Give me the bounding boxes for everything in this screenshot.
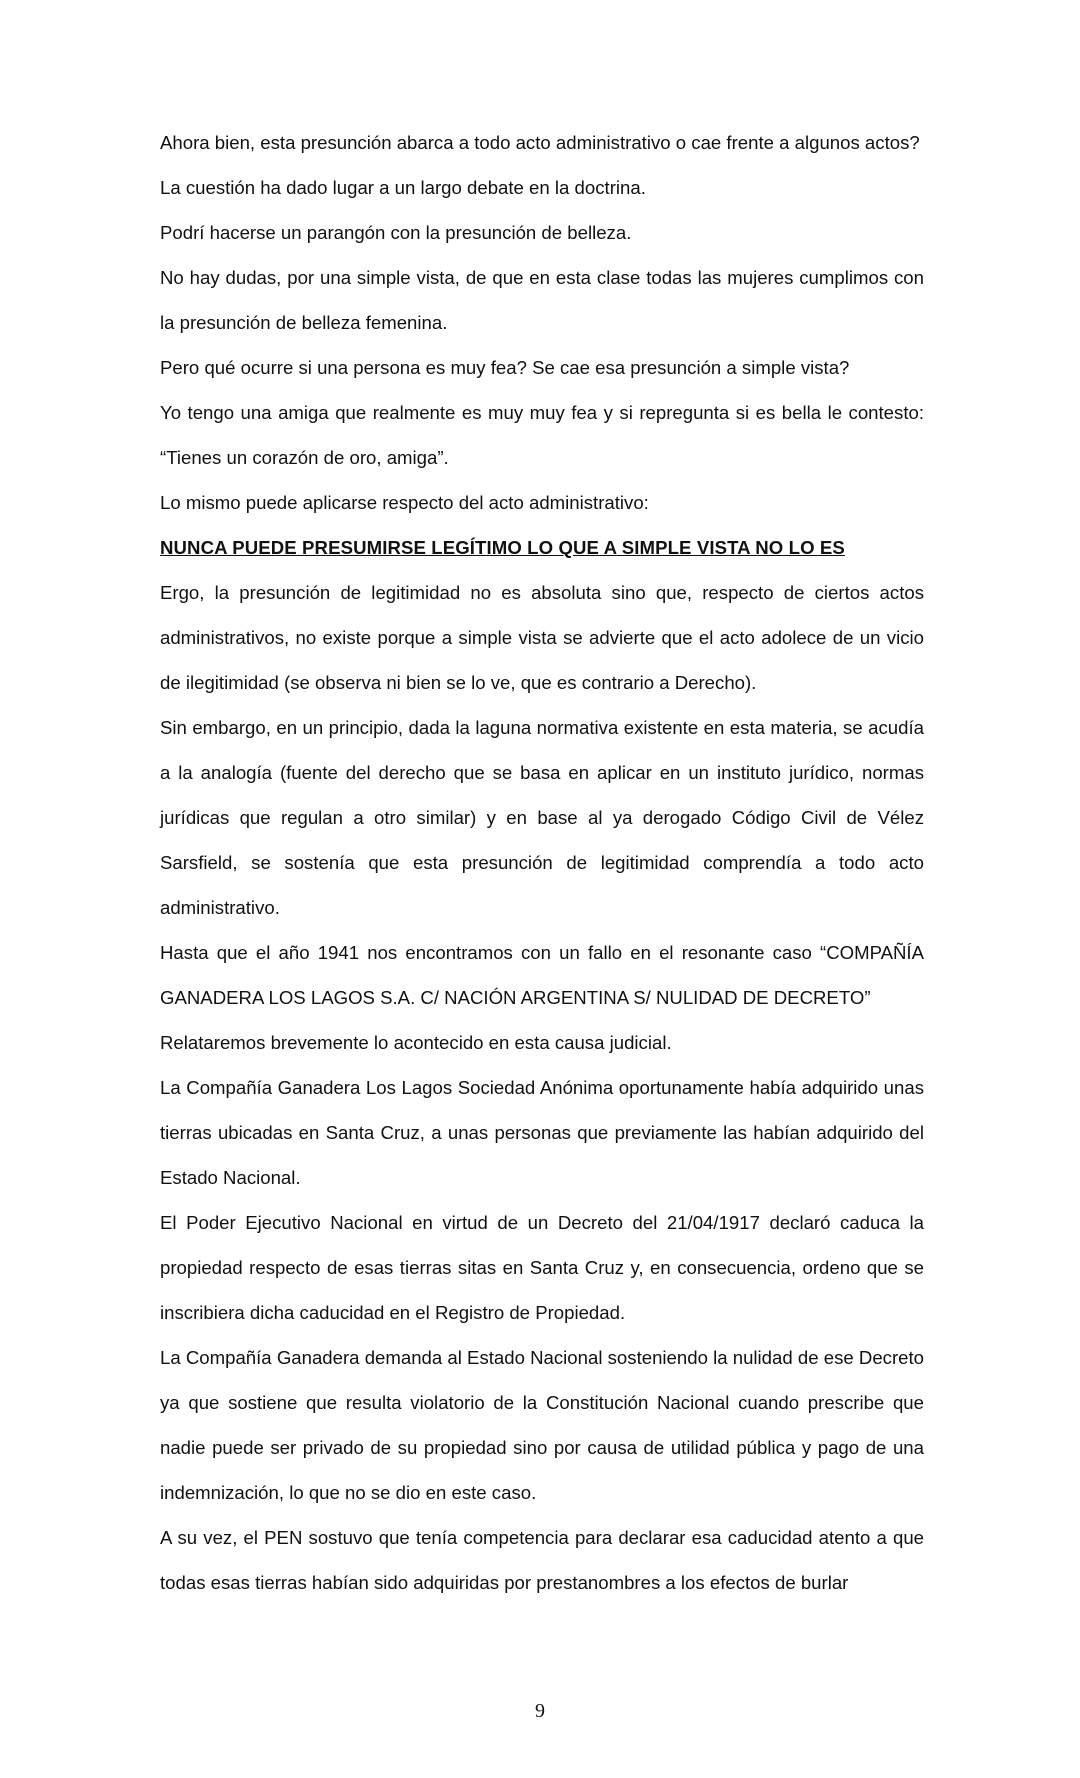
paragraph-beauty-comparison: Podrí hacerse un parangón con la presunción de belleza. [160,222,632,243]
paragraph-normative-gap: Sin embargo, en un principio, dada la laguna normativa existente en esta materia, se acudía a la analogía (fuente del derecho que se basa en aplicar en un instituto jurídico, normas jurídicas que regulan a otro similar) y en base al ya derogado Código Civil de Vélez Sarsfield, se sostenía que esta presunción de legitimidad comprendía a todo acto administrativo. [160,717,924,918]
paragraph-legitimacy-not-absolute: Ergo, la presunción de legitimidad no es absoluta sino que, respecto de ciertos actos administrativos, no existe porque a simple vista se advierte que el acto adolece de un vicio de ilegitimidad (se observa ni bien se lo ve, que es contrario a Derecho). [160,582,924,693]
paragraph-company-lawsuit: La Compañía Ganadera demanda al Estado Nacional sosteniendo la nulidad de ese Decreto ya que sostiene que resulta violatorio de la Constitución Nacional cuando prescribe que nadie puede ser privado de su propiedad sino por causa de utilidad pública y pago de una indemnización, lo que no se dio en este caso. [160,1347,924,1503]
document-body [160,120,924,1605]
paragraph-doctrine-debate: La cuestión ha dado lugar a un largo debate en la doctrina. [160,177,646,198]
paragraph-case-summary-intro: Relataremos brevemente lo acontecido en esta causa judicial. [160,1032,672,1053]
paragraph-company-lands: La Compañía Ganadera Los Lagos Sociedad Anónima oportunamente había adquirido unas tierras ubicadas en Santa Cruz, a unas personas que previamente las habían adquirido del Estado Nacional. [160,1077,924,1188]
page-number: 9 [535,1700,545,1722]
paragraph-pen-position: A su vez, el PEN sostuvo que tenía competencia para declarar esa caducidad atento a que todas esas tierras habían sido adquiridas por prestanombres a los efectos de burlar [160,1527,924,1593]
paragraph-1941-case: Hasta que el año 1941 nos encontramos con un fallo en el resonante caso “COMPAÑÍA GANADERA LOS LAGOS S.A. C/ NACIÓN ARGENTINA S/ NULIDAD DE DECRETO” [160,942,924,1008]
paragraph-executive-decree: El Poder Ejecutivo Nacional en virtud de un Decreto del 21/04/1917 declaró caduca la propiedad respecto de esas tierras sitas en Santa Cruz y, en consecuencia, ordeno que se inscribiera dicha caducidad en el Registro de Propiedad. [160,1212,924,1323]
section-heading: NUNCA PUEDE PRESUMIRSE LEGÍTIMO LO QUE A SIMPLE VISTA NO LO ES [160,537,845,558]
paragraph-simple-view-question: Pero qué ocurre si una persona es muy fea? Se cae esa presunción a simple vista? [160,357,850,378]
paragraph-presumption-question: Ahora bien, esta presunción abarca a todo acto administrativo o cae frente a algunos actos? [160,132,920,153]
paragraph-friend-example: Yo tengo una amiga que realmente es muy muy fea y si repregunta si es bella le contesto: “Tienes un corazón de oro, amiga”. [160,402,924,468]
paragraph-administrative-act: Lo mismo puede aplicarse respecto del acto administrativo: [160,492,649,513]
paragraph-class-presumption: No hay dudas, por una simple vista, de que en esta clase todas las mujeres cumplimos con la presunción de belleza femenina. [160,267,924,333]
